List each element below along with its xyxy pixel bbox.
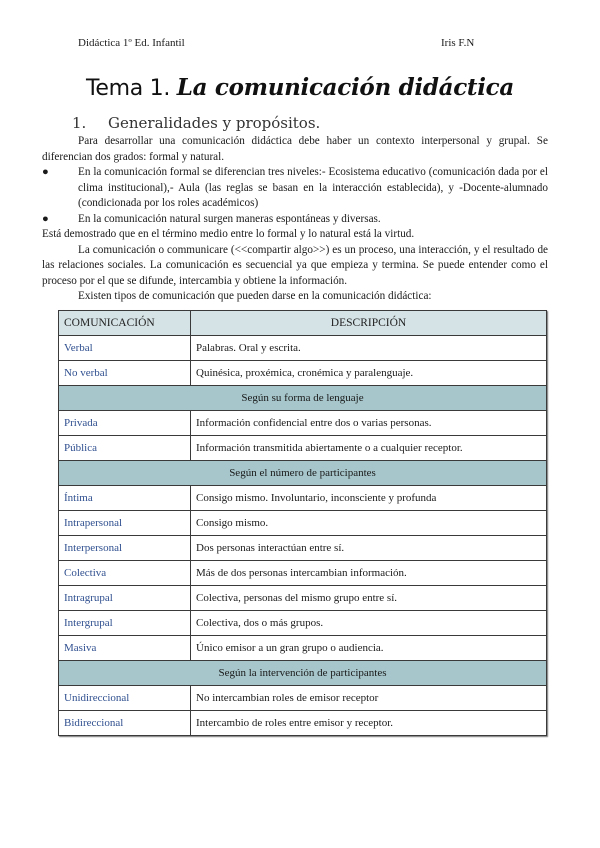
- term-cell: Colectiva: [59, 561, 191, 586]
- term-cell: Intrapersonal: [59, 511, 191, 536]
- table-row: [59, 686, 547, 711]
- description-cell: Colectiva, dos o más grupos.: [191, 611, 547, 636]
- term-cell: Interpersonal: [59, 536, 191, 561]
- title-lead: Tema 1.: [86, 76, 177, 101]
- table-section-row: [59, 386, 547, 411]
- bullet-natural: [42, 212, 548, 228]
- table-row: [59, 511, 547, 536]
- description-cell: No intercambian roles de emisor receptor: [191, 686, 547, 711]
- table-section-row: [59, 661, 547, 686]
- term-cell: Íntima: [59, 486, 191, 511]
- term-cell: Intragrupal: [59, 586, 191, 611]
- table-row: [59, 536, 547, 561]
- table-row: [59, 486, 547, 511]
- bullet-formal: [42, 165, 548, 212]
- column-header-communication: COMUNICACIÓN: [59, 311, 191, 336]
- paragraph-types-intro: Existen tipos de comunicación que pueden darse en la comunicación didáctica:: [78, 290, 432, 302]
- term-cell: No verbal: [59, 361, 191, 386]
- title-italic: La comunicación didáctica: [176, 74, 514, 101]
- table-row: [59, 436, 547, 461]
- description-cell: Colectiva, personas del mismo grupo entre sí.: [191, 586, 547, 611]
- paragraph-intro: Para desarrollar una comunicación didáctica debe haber un contexto interpersonal y grupal. Se diferencian dos grados: formal y natural.: [42, 135, 548, 163]
- section-title: Generalidades y propósitos.: [108, 114, 321, 132]
- description-cell: Más de dos personas intercambian información.: [191, 561, 547, 586]
- term-cell: Pública: [59, 436, 191, 461]
- section-label: Según la intervención de participantes: [59, 661, 547, 686]
- table-row: [59, 636, 547, 661]
- table-row: [59, 411, 547, 436]
- section-number: 1.: [72, 114, 87, 132]
- table-row: [59, 336, 547, 361]
- bullet-formal-text: En la comunicación formal se diferencian tres niveles:- Ecosistema educativo (comunicación dada por el clima institucional),- Aula (las reglas se basan en la interacción establecida), y -Docente-alumnado (condicionada por los roles académicos): [78, 166, 548, 209]
- table-row: [59, 611, 547, 636]
- bullet-icon: ●: [42, 212, 49, 225]
- table-row: [59, 711, 547, 736]
- table-row: [59, 561, 547, 586]
- page-header-right: Iris F.N: [441, 37, 475, 49]
- term-cell: Unidireccional: [59, 686, 191, 711]
- table-section-row: [59, 461, 547, 486]
- term-cell: Bidireccional: [59, 711, 191, 736]
- description-cell: Consigo mismo.: [191, 511, 547, 536]
- table-header-row: [59, 311, 547, 336]
- term-cell: Masiva: [59, 636, 191, 661]
- description-cell: Palabras. Oral y escrita.: [191, 336, 547, 361]
- column-header-description: DESCRIPCIÓN: [191, 311, 547, 336]
- table-row: [59, 586, 547, 611]
- section-heading: [72, 114, 320, 132]
- bullet-natural-text: En la comunicación natural surgen maneras espontáneas y diversas.: [78, 212, 381, 225]
- section-label: Según el número de participantes: [59, 461, 547, 486]
- description-cell: Información transmitida abiertamente o a cualquier receptor.: [191, 436, 547, 461]
- section-label: Según su forma de lenguaje: [59, 386, 547, 411]
- description-cell: Información confidencial entre dos o varias personas.: [191, 411, 547, 436]
- description-cell: Dos personas interactúan entre sí.: [191, 536, 547, 561]
- term-cell: Intergrupal: [59, 611, 191, 636]
- description-cell: Único emisor a un gran grupo o audiencia.: [191, 636, 547, 661]
- description-cell: Intercambio de roles entre emisor y receptor.: [191, 711, 547, 736]
- communication-types-table: [58, 310, 547, 736]
- description-cell: Consigo mismo. Involuntario, inconsciente y profunda: [191, 486, 547, 511]
- paragraph-virtue: Está demostrado que en el término medio entre lo formal y lo natural está la virtud.: [42, 228, 415, 240]
- page-header-left: Didáctica 1º Ed. Infantil: [78, 37, 185, 49]
- body-text: [42, 134, 548, 305]
- term-cell: Privada: [59, 411, 191, 436]
- description-cell: Quinésica, proxémica, cronémica y paralenguaje.: [191, 361, 547, 386]
- paragraph-definition: La comunicación o communicare (<<compartir algo>>) es un proceso, una interacción, y el resultado de las relaciones sociales. La comunicación es secuencial ya que empieza y termina. Se puede entender como el proceso por el que se difunde, intercambia y obtiene la información.: [42, 243, 548, 287]
- bullet-icon: ●: [42, 166, 49, 178]
- page-title: [0, 74, 600, 101]
- table-row: [59, 361, 547, 386]
- term-cell: Verbal: [59, 336, 191, 361]
